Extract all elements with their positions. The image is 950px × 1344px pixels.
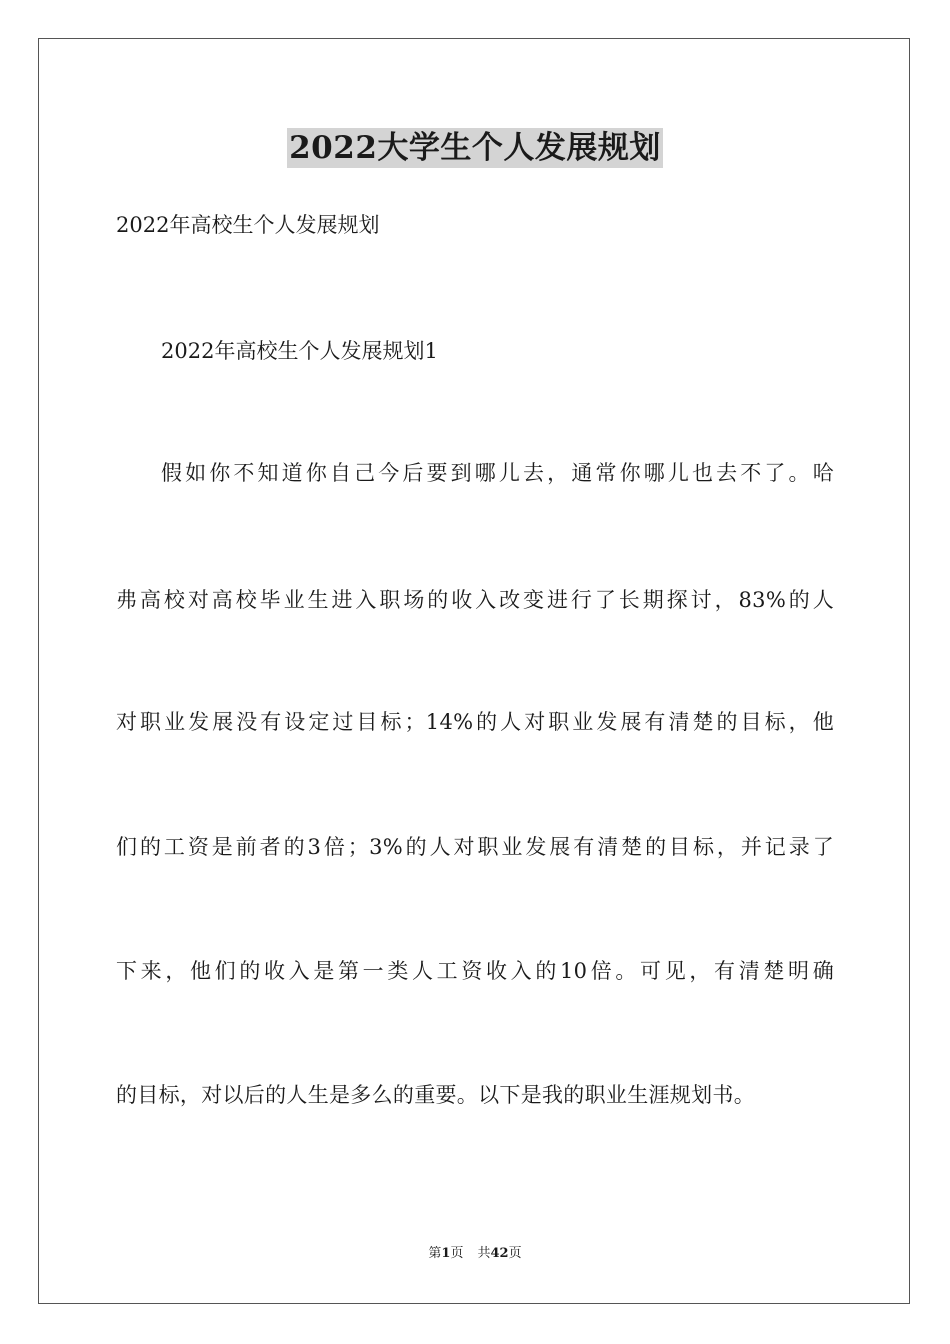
footer-total-prefix: 共 [477,1246,491,1261]
paragraph-line-4: 们的工资是前者的3倍；3%的人对职业发展有清楚的目标，并记录了 [116,835,834,859]
footer-page-prefix: 第 [428,1246,442,1261]
document-title-text: 2022大学生个人发展规划 [289,130,661,166]
paragraph-line-1: 假如你不知道你自己今后要到哪儿去，通常你哪儿也去不了。哈 [161,461,834,485]
footer-total-pages: 42 [490,1246,509,1261]
footer-page-number: 1 [441,1246,451,1261]
paragraph-line-5: 下来，他们的收入是第一类人工资收入的10倍。可见，有清楚明确 [116,959,834,983]
section-heading: 2022年高校生个人发展规划1 [161,339,438,363]
footer-total-suffix: 页 [508,1246,522,1261]
footer-page-suffix: 页 [450,1246,464,1261]
page-footer [0,1246,950,1262]
paragraph-line-3: 对职业发展没有设定过目标；14%的人对职业发展有清楚的目标，他 [116,710,834,734]
document-title [0,128,950,168]
paragraph-line-6: 的目标，对以后的人生是多么的重要。以下是我的职业生涯规划书。 [116,1083,755,1107]
paragraph-line-2: 弗高校对高校毕业生进入职场的收入改变进行了长期探讨，83%的人 [116,588,834,612]
document-subtitle: 2022年高校生个人发展规划 [116,213,380,237]
